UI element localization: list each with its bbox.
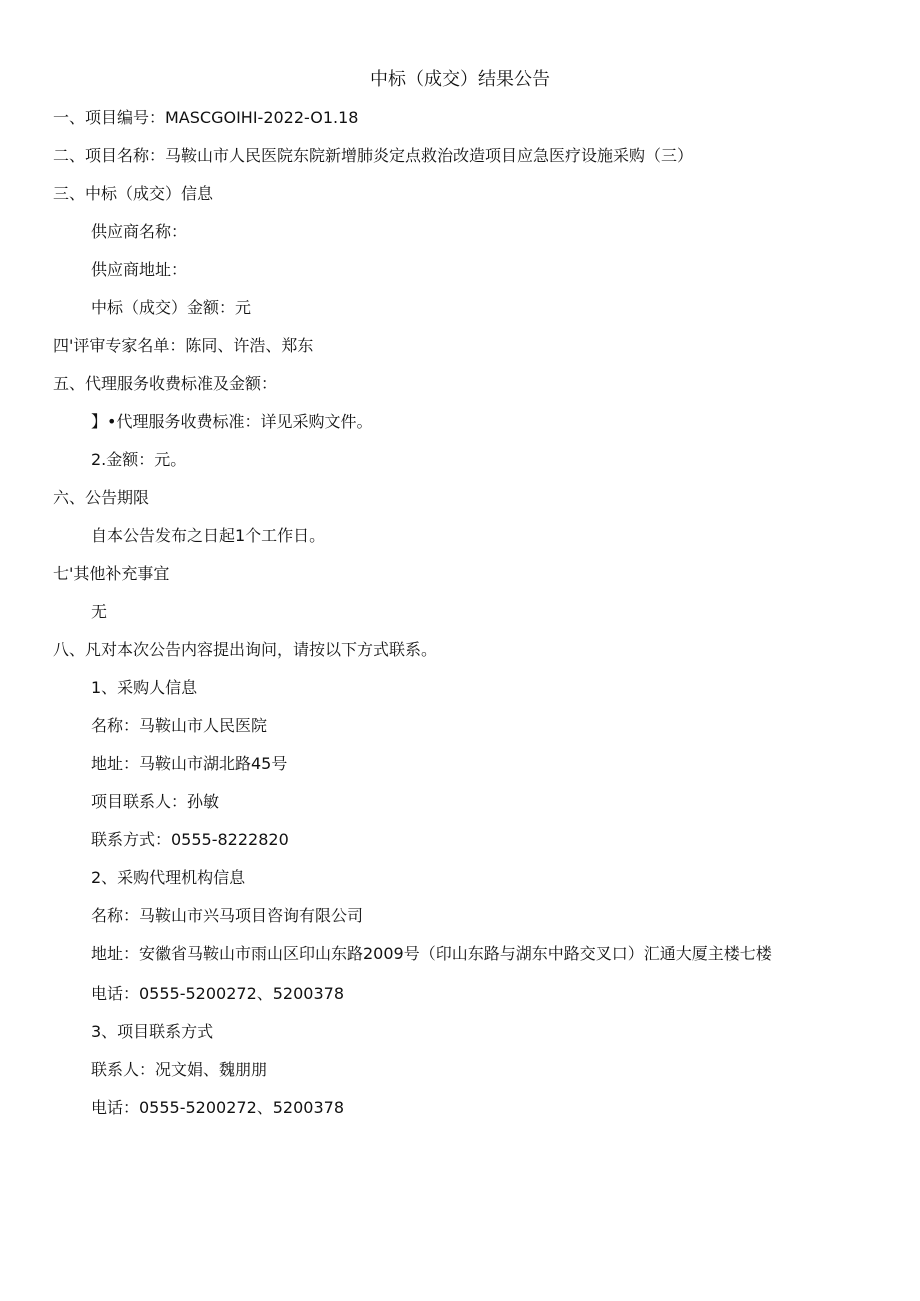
agency-name-line: 名称：马鞍山市兴马项目咨询有限公司 bbox=[91, 906, 364, 925]
agency-info-heading: 2、采购代理机构信息 bbox=[91, 868, 246, 887]
agency-phone-line: 电话：0555-5200272、5200378 bbox=[91, 984, 345, 1003]
purchaser-address-line: 地址：马鞍山市湖北路45号 bbox=[91, 754, 288, 773]
supplier-address-line: 供应商地址： bbox=[91, 260, 188, 279]
agency-address-line: 地址：安徽省马鞍山市雨山区印山东路2009号（印山东路与湖东中路交叉口）汇通大厦主楼七楼 bbox=[91, 944, 772, 963]
project-contact-person-line: 联系人：况文娟、魏朋朋 bbox=[91, 1060, 268, 1079]
award-amount-line: 中标（成交）金额：元 bbox=[91, 298, 252, 317]
supplier-name-line: 供应商名称： bbox=[91, 222, 188, 241]
agency-fee-amount-line: 2.金额：元。 bbox=[91, 450, 187, 469]
purchaser-info-heading: 1、采购人信息 bbox=[91, 678, 198, 697]
section-heading-contact: 八、凡对本次公告内容提出询问，请按以下方式联系。 bbox=[53, 640, 438, 659]
document-title: 中标（成交）结果公告 bbox=[370, 69, 550, 90]
project-contact-heading: 3、项目联系方式 bbox=[91, 1022, 214, 1041]
section-heading-award-info: 三、中标（成交）信息 bbox=[53, 184, 214, 203]
section-heading-announcement-period: 六、公告期限 bbox=[53, 488, 150, 507]
purchaser-name-line: 名称：马鞍山市人民医院 bbox=[91, 716, 268, 735]
other-matters-line: 无 bbox=[91, 602, 108, 621]
purchaser-phone-line: 联系方式：0555-8222820 bbox=[91, 830, 289, 849]
purchaser-contact-person-line: 项目联系人：孙敏 bbox=[91, 792, 220, 811]
project-contact-phone-line: 电话：0555-5200272、5200378 bbox=[91, 1098, 345, 1117]
expert-list-line: 四'评审专家名单：陈同、许浩、郑东 bbox=[53, 336, 314, 355]
section-heading-agency-fee: 五、代理服务收费标准及金额： bbox=[53, 374, 278, 393]
section-heading-other-matters: 七'其他补充事宜 bbox=[53, 564, 170, 583]
project-name-line: 二、项目名称：马鞍山市人民医院东院新增肺炎定点救治改造项目应急医疗设施采购（三） bbox=[53, 146, 694, 165]
agency-fee-standard-line: 】•代理服务收费标准：详见采购文件。 bbox=[91, 412, 373, 431]
project-number-line: 一、项目编号：MASCGOIHI-2022-O1.18 bbox=[53, 108, 359, 127]
announcement-period-line: 自本公告发布之日起1个工作日。 bbox=[91, 526, 326, 545]
